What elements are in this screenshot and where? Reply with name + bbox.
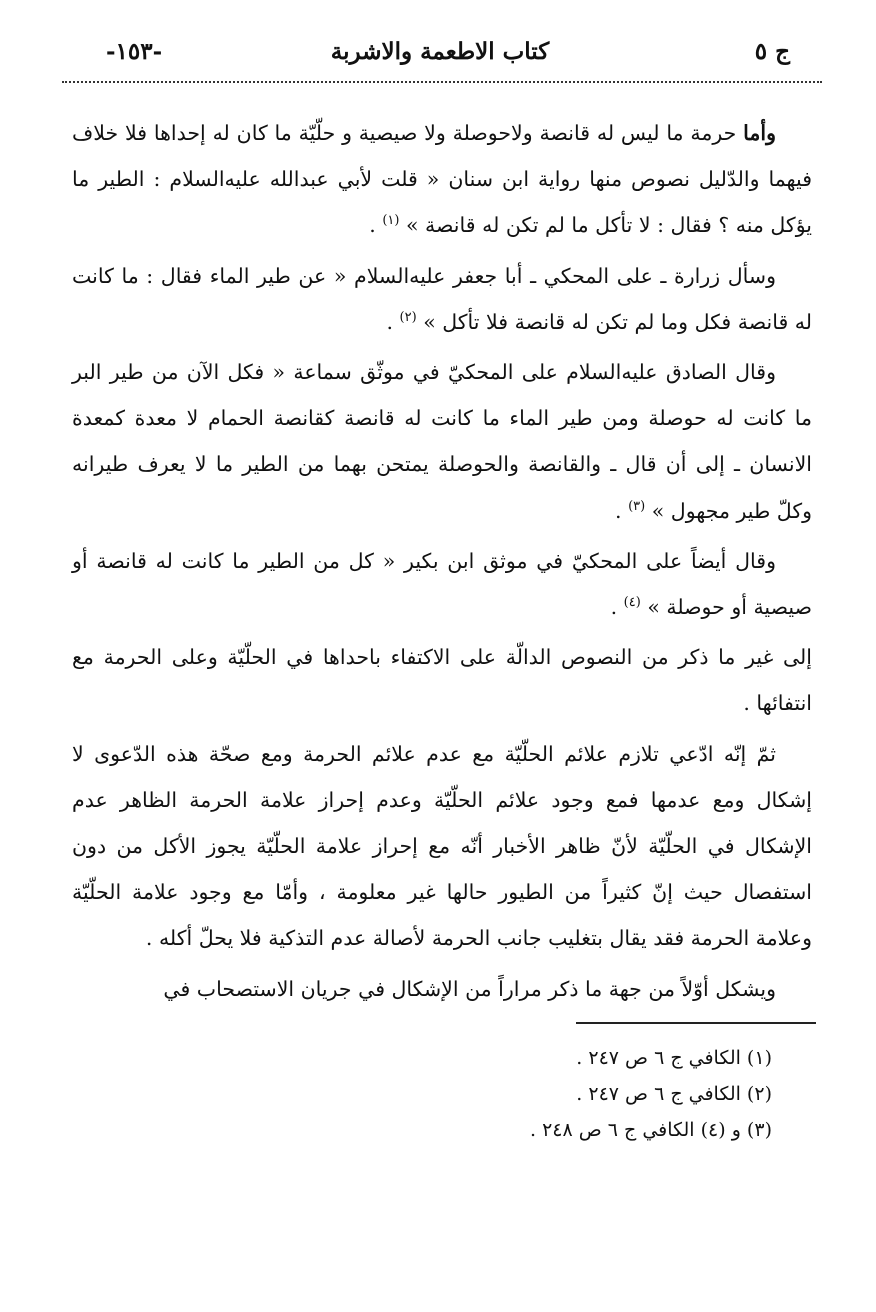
paragraph-text: إلى غير ما ذكر من النصوص الدالّة على الاكتفاء باحداها في الحلّيّة وعلى الحرمة مع انتفائها . (72, 645, 812, 716)
paragraph-tail: . (369, 213, 383, 238)
paragraph-4 (72, 538, 812, 630)
paragraph-1 (72, 110, 812, 249)
paragraph-tail: . (386, 309, 400, 334)
paragraph-text: وسأل زرارة ـ على المحكي ـ أبا جعفر عليه‌السلام « عن طير الماء فقال : ما كانت له قانصة فكل وما لم تكن له قانصة فلا تأكل » (72, 263, 812, 334)
paragraph-text: وقال أيضاً على المحكيّ في موثق ابن بكير « كل من الطير ما كانت له قانصة أو صيصية أو حوصلة » (72, 548, 812, 620)
footnote-1: (١) الكافي ج ٦ ص ٢٤٧ . (576, 1047, 772, 1069)
paragraph-7 (72, 966, 812, 1012)
footnote-ref: (٢) (399, 309, 417, 325)
footnote-divider (576, 1022, 816, 1024)
page-header (60, 34, 820, 74)
paragraph-6 (72, 731, 812, 962)
paragraph-5 (72, 634, 812, 726)
header-divider (62, 81, 822, 83)
paragraph-text: ثمّ إنّه ادّعي تلازم علائم الحلّيّة مع عدم علائم الحرمة ومع صحّة هذه الدّعوى لا إشكال ومع عدمها فمع وجود علائم الحلّيّة وعدم إحراز علامة الحرمة الظاهر عدم الإشكال في الحلّيّة لأنّ ظاهر الأخبار أنّه مع إحراز علامة الحلّيّة يجوز الأكل من دون استفصال حيث إنّ كثيراً من الطيور حالها غير معلومة ، وأمّا مع وجود علامة الحلّيّة وعلامة الحرمة فقد يقال بتغليب جانب الحرمة لأصالة عدم التذكية فلا يحلّ أكله . (72, 741, 812, 951)
footnote-ref: (٣) (628, 498, 646, 514)
paragraph-text: حرمة ما ليس له قانصة ولاحوصلة ولا صيصية و حلّيّة ما كان له إحداها فلا خلاف فيهما والدّليل نصوص منها رواية ابن سنان « قلت لأبي عبدالله عليه‌السلام : الطير ما يؤكل منه ؟ فقال : لا تأكل ما لم تكن له قانصة » (72, 121, 812, 238)
paragraph-text: وقال الصادق عليه‌السلام على المحكيّ في موثّق سماعة « فكل الآن من طير البر ما كانت له حوصلة ومن طير الماء ما كانت له قانصة كقانصة الحمام لا معدة كمعدة الانسان ـ إلى أن قال ـ والقانصة والحوصلة يمتحن بهما من الطير ما لا يعرف طيرانه وكلّ طير مجهول » (72, 360, 812, 523)
volume-label: ج ٥ (754, 38, 790, 65)
page-number: -١٥٣- (106, 38, 163, 65)
paragraph-tail: . (610, 595, 624, 620)
footnote-ref: (١) (382, 213, 400, 229)
footnote-3-4: (٣) و (٤) الكافي ج ٦ ص ٢٤٨ . (529, 1119, 772, 1141)
paragraph-text: ويشكل أوّلاً من جهة ما ذكر مراراً من الإشكال في جريان الاستصحاب في (163, 976, 776, 1001)
paragraph-tail: . (615, 498, 629, 523)
book-title: كتاب الاطعمة والاشربة (330, 38, 550, 65)
paragraph-3 (72, 349, 812, 534)
paragraph-lead: وأما (743, 121, 776, 145)
paragraph-2 (72, 253, 812, 345)
footnote-2: (٢) الكافي ج ٦ ص ٢٤٧ . (576, 1083, 772, 1105)
body-text (72, 110, 812, 1016)
footnotes (372, 1040, 772, 1148)
footnote-ref: (٤) (623, 595, 641, 611)
